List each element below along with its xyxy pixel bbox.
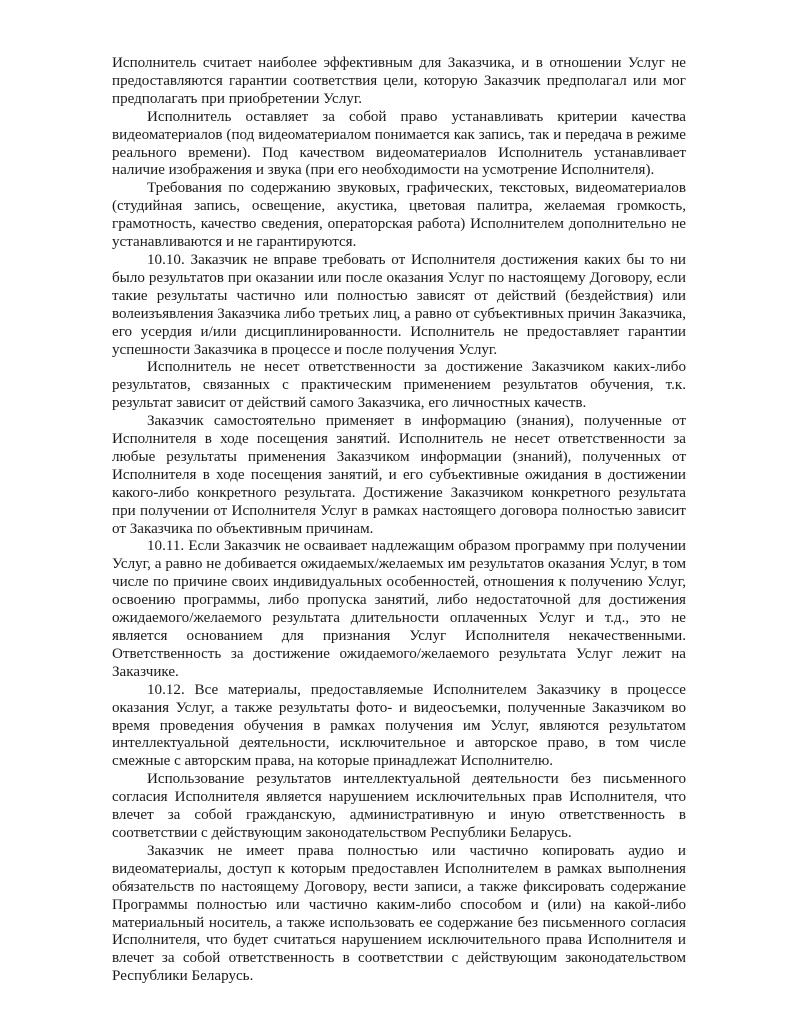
paragraph-content-requirements: Требования по содержанию звуковых, графических, текстовых, видеоматериалов (студийная запись, освещение, акустика, цветовая палитра, желаемая громкость, грамотность, качество сведения, операторская работа) Исполнителем дополнительно не устанавливаются и не гарантируются. bbox=[112, 180, 686, 251]
paragraph-information-application: Заказчик самостоятельно применяет в информацию (знания), полученные от Исполнителя в ходе посещения занятий. Исполнитель не несет ответственности за любые результаты применения Заказчиком информации (знаний), полученных от Исполнителя в ходе посещения занятий, и его субъективные ожидания в достижении какого-либо конкретного результата. Достижение Заказчиком конкретного результата при получении от Исполнителя Услуг в рамках настоящего договора полностью зависит от Заказчика по объективным причинам. bbox=[112, 413, 686, 537]
clause-10-11: 10.11. Если Заказчик не осваивает надлежащим образом программу при получении Услуг, а равно не добивается ожидаемых/желаемых им результатов оказания Услуг, в том числе по причине своих индивидуальных особенностей, отношения к получению Услуг, освоению программы, либо пропуска занятий, либо недостаточной для достижения ожидаемого/желаемого результата длительности оплаченных Услуг и т.д., это не является основанием для признания Услуг Исполнителя некачественными. Ответственность за достижение ожидаемого/желаемого результата Услуг лежит на Заказчике. bbox=[112, 538, 686, 680]
paragraph-copy-prohibition: Заказчик не имеет права полностью или частично копировать аудио и видеоматериалы, доступ к которым предоставлен Исполнителем в рамках выполнения обязательств по настоящему Договору, вести записи, а также фиксировать содержание Программы полностью или частично каким-либо способом и (или) на какой-либо материальный носитель, а также использовать ее содержание без письменного согласия Исполнителя, что будет считаться нарушением исключительного права Исполнителя и влечет за собой ответственность в соответствии с действующим законодательством Республики Беларусь. bbox=[112, 842, 686, 985]
paragraph-ip-usage: Использование результатов интеллектуальной деятельности без письменного согласия Исполнителя является нарушением исключительных прав Исполнителя, что влечет за собой гражданскую, административную и иную ответственность в соответствии с действующим законодательством Республики Беларусь. bbox=[112, 771, 686, 841]
paragraph-continuation: Исполнитель считает наиболее эффективным для Заказчика, и в отношении Услуг не предоставляются гарантии соответствия цели, которую Заказчик предполагал или мог предполагать при приобретении Услуг. bbox=[112, 55, 686, 107]
clause-10-10: 10.10. Заказчик не вправе требовать от Исполнителя достижения каких бы то ни было результатов при оказании или после оказания Услуг по настоящему Договору, если такие результаты частично или полностью зависят от действий (бездействия) или волеизъявления Заказчика либо третьих лиц, а равно от субъективных причин Заказчика, его усердия и/или дисциплинированности. Исполнитель не предоставляет гарантии успешности Заказчика в процессе и после получения Услуг. bbox=[112, 251, 686, 358]
document-page bbox=[112, 55, 686, 986]
paragraph-no-liability-results: Исполнитель не несет ответственности за достижение Заказчиком каких-либо результатов, связанных с практическим применением результатов обучения, т.к. результат зависит от действий самого Заказчика, его личностных качеств. bbox=[112, 359, 686, 412]
clause-10-12: 10.12. Все материалы, предоставляемые Исполнителем Заказчику в процессе оказания Услуг, а также результаты фото- и видеосъемки, полученные Заказчиком во время проведения обучения в рамках получения им Услуг, являются результатом интеллектуальной деятельности, исключительное и авторское право, в том числе смежные с авторским права, на которые принадлежат Исполнителю. bbox=[112, 681, 686, 770]
paragraph-video-quality-criteria: Исполнитель оставляет за собой право устанавливать критерии качества видеоматериалов (под видеоматериалом понимается как запись, так и передача в режиме реального времени). Под качеством видеоматериалов Исполнитель устанавливает наличие изображения и звука (при его необходимости на усмотрение Исполнителя). bbox=[112, 108, 686, 179]
